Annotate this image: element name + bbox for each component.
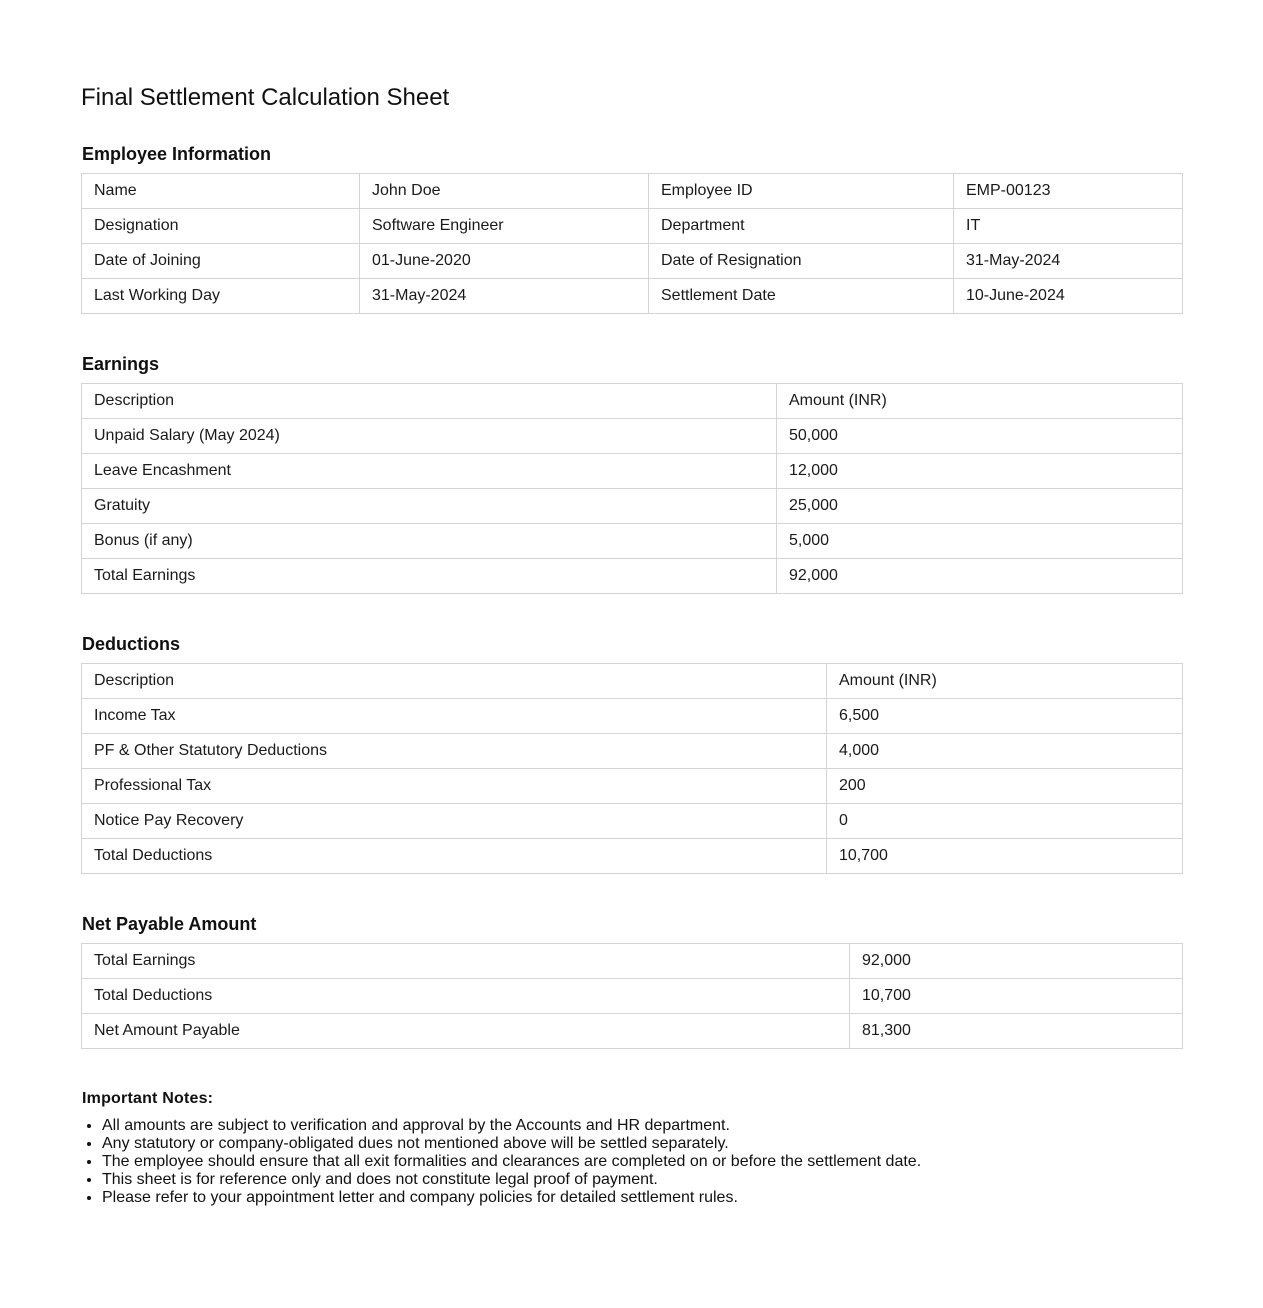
deductions-heading: Deductions bbox=[82, 634, 181, 654]
field-label: Last Working Day bbox=[82, 279, 360, 314]
field-label: Employee ID bbox=[649, 174, 954, 209]
earning-amount: 25,000 bbox=[777, 489, 1183, 524]
deduction-amount: 10,700 bbox=[827, 839, 1183, 874]
table-row bbox=[82, 174, 1183, 209]
field-value: IT bbox=[954, 209, 1183, 244]
net-description: Total Earnings bbox=[82, 944, 850, 979]
table-row bbox=[82, 454, 1183, 489]
column-header-amount: Amount (INR) bbox=[827, 664, 1183, 699]
deduction-description: Total Deductions bbox=[82, 839, 827, 874]
table-row bbox=[82, 769, 1183, 804]
employee-info-table bbox=[81, 173, 1183, 314]
net-amount: 92,000 bbox=[850, 944, 1183, 979]
earnings-heading: Earnings bbox=[82, 354, 160, 374]
field-value: 01-June-2020 bbox=[360, 244, 649, 279]
earning-amount: 92,000 bbox=[777, 559, 1183, 594]
field-value: EMP-00123 bbox=[954, 174, 1183, 209]
table-row bbox=[82, 839, 1183, 874]
employee-info-heading: Employee Information bbox=[82, 144, 272, 164]
list-item: • Any statutory or company-obligated dues not mentioned above will be settled separately. bbox=[102, 1135, 921, 1153]
field-value: 31-May-2024 bbox=[360, 279, 649, 314]
list-item: • Please refer to your appointment letter and company policies for detailed settlement rules. bbox=[102, 1189, 921, 1207]
notes-heading: Important Notes: bbox=[82, 1090, 214, 1107]
net-amount: 81,300 bbox=[850, 1014, 1183, 1049]
field-value: 10-June-2024 bbox=[954, 279, 1183, 314]
table-row bbox=[82, 209, 1183, 244]
table-header-row bbox=[82, 664, 1183, 699]
table-row bbox=[82, 804, 1183, 839]
table-row bbox=[82, 419, 1183, 454]
deduction-description: Income Tax bbox=[82, 699, 827, 734]
earning-description: Leave Encashment bbox=[82, 454, 777, 489]
deduction-description: PF & Other Statutory Deductions bbox=[82, 734, 827, 769]
earning-amount: 5,000 bbox=[777, 524, 1183, 559]
list-item: • The employee should ensure that all exit formalities and clearances are completed on or before the settlement date. bbox=[102, 1153, 921, 1171]
table-row bbox=[82, 1014, 1183, 1049]
list-item: • All amounts are subject to verification and approval by the Accounts and HR department. bbox=[102, 1117, 921, 1135]
column-header-description: Description bbox=[82, 384, 777, 419]
table-row bbox=[82, 944, 1183, 979]
table-row bbox=[82, 734, 1183, 769]
earning-amount: 50,000 bbox=[777, 419, 1183, 454]
net-description: Total Deductions bbox=[82, 979, 850, 1014]
earning-description: Bonus (if any) bbox=[82, 524, 777, 559]
earnings-table bbox=[81, 383, 1183, 594]
table-row bbox=[82, 699, 1183, 734]
earning-amount: 12,000 bbox=[777, 454, 1183, 489]
net-payable-table bbox=[81, 943, 1183, 1049]
net-payable-heading: Net Payable Amount bbox=[82, 914, 257, 934]
net-description: Net Amount Payable bbox=[82, 1014, 850, 1049]
table-row bbox=[82, 244, 1183, 279]
list-item: • This sheet is for reference only and does not constitute legal proof of payment. bbox=[102, 1171, 921, 1189]
earning-description: Gratuity bbox=[82, 489, 777, 524]
table-row bbox=[82, 559, 1183, 594]
field-label: Department bbox=[649, 209, 954, 244]
column-header-description: Description bbox=[82, 664, 827, 699]
deduction-description: Professional Tax bbox=[82, 769, 827, 804]
net-amount: 10,700 bbox=[850, 979, 1183, 1014]
table-row bbox=[82, 489, 1183, 524]
column-header-amount: Amount (INR) bbox=[777, 384, 1183, 419]
deductions-table bbox=[81, 663, 1183, 874]
field-label: Name bbox=[82, 174, 360, 209]
table-row bbox=[82, 979, 1183, 1014]
field-label: Date of Resignation bbox=[649, 244, 954, 279]
field-label: Date of Joining bbox=[82, 244, 360, 279]
table-header-row bbox=[82, 384, 1183, 419]
deduction-amount: 200 bbox=[827, 769, 1183, 804]
table-row bbox=[82, 524, 1183, 559]
field-label: Settlement Date bbox=[649, 279, 954, 314]
field-value: Software Engineer bbox=[360, 209, 649, 244]
deduction-amount: 4,000 bbox=[827, 734, 1183, 769]
deduction-amount: 6,500 bbox=[827, 699, 1183, 734]
notes-list bbox=[82, 1117, 921, 1207]
field-value: 31-May-2024 bbox=[954, 244, 1183, 279]
table-row bbox=[82, 279, 1183, 314]
page-title: Final Settlement Calculation Sheet bbox=[81, 84, 450, 111]
earning-description: Total Earnings bbox=[82, 559, 777, 594]
deduction-amount: 0 bbox=[827, 804, 1183, 839]
earning-description: Unpaid Salary (May 2024) bbox=[82, 419, 777, 454]
deduction-description: Notice Pay Recovery bbox=[82, 804, 827, 839]
field-label: Designation bbox=[82, 209, 360, 244]
field-value: John Doe bbox=[360, 174, 649, 209]
